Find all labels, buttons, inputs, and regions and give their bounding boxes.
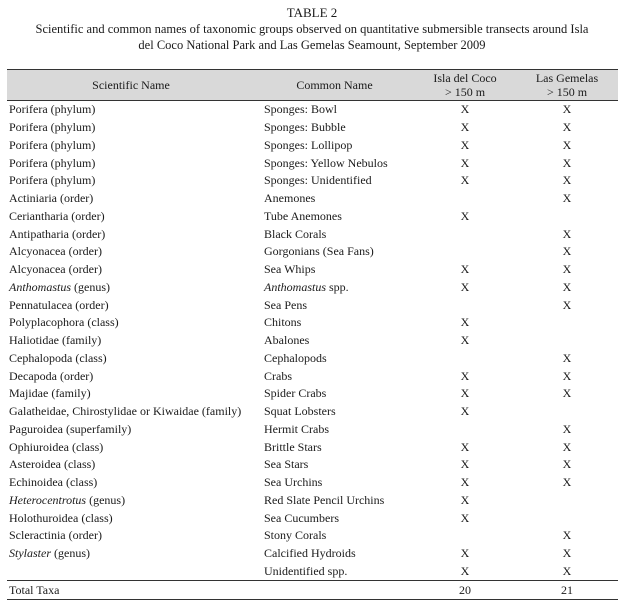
scientific-name-cell	[7, 474, 255, 492]
common-name-cell	[255, 527, 414, 545]
common-name: Sea Cucumbers	[264, 510, 339, 525]
scientific-name: Porifera (phylum)	[9, 102, 96, 117]
scientific-name-cell	[7, 314, 255, 332]
scientific-name-cell	[7, 154, 255, 172]
coco-presence: X	[460, 439, 470, 454]
gemelas-presence: X	[562, 368, 572, 383]
table-row	[7, 474, 618, 492]
header-scientific-name: Scientific Name	[7, 70, 255, 101]
common-name: Cephalopods	[264, 350, 327, 365]
common-name-cell	[255, 119, 414, 137]
scientific-name-cell	[7, 190, 255, 208]
table-caption	[0, 0, 624, 53]
common-name: Sponges: Yellow Nebulos	[264, 155, 388, 170]
table-description: Scientific and common names of taxonomic groups observed on quantitative submersible transects around Isla del Coco National Park and Las Gemelas Seamount, September 2009	[35, 22, 589, 52]
common-name-cell	[255, 456, 414, 474]
scientific-name: Holothuroidea (class)	[9, 510, 113, 525]
scientific-name: Pennatulacea (order)	[9, 297, 109, 312]
scientific-name: Ceriantharia (order)	[9, 208, 105, 223]
coco-presence	[414, 527, 516, 545]
gemelas-presence: X	[562, 102, 572, 117]
coco-presence: X	[460, 120, 470, 135]
common-name-cell	[255, 350, 414, 368]
header-common-name: Common Name	[255, 70, 414, 101]
gemelas-presence: X	[562, 439, 572, 454]
common-name-cell	[255, 421, 414, 439]
common-name: Sponges: Bubble	[264, 120, 346, 135]
coco-presence: X	[460, 457, 470, 472]
scientific-name: Alcyonacea (order)	[9, 244, 102, 259]
common-name: Brittle Stars	[264, 439, 322, 454]
table-row	[7, 225, 618, 243]
coco-presence: X	[460, 173, 470, 188]
gemelas-presence	[516, 509, 618, 527]
gemelas-presence	[516, 332, 618, 350]
common-name: Abalones	[264, 333, 310, 348]
coco-presence: X	[460, 368, 470, 383]
scientific-name-cell	[7, 350, 255, 368]
coco-presence	[414, 190, 516, 208]
common-name-cell	[255, 509, 414, 527]
scientific-name-cell	[7, 527, 255, 545]
table-row	[7, 137, 618, 155]
coco-presence: X	[460, 510, 470, 525]
common-name: Black Corals	[264, 226, 327, 241]
table-row	[7, 314, 618, 332]
gemelas-presence	[516, 403, 618, 421]
header-gemelas-line2: > 150 m	[546, 85, 588, 99]
common-name: Chitons	[264, 315, 302, 330]
common-name-cell	[255, 190, 414, 208]
scientific-name-cell	[7, 279, 255, 297]
coco-presence	[414, 296, 516, 314]
table-row	[7, 545, 618, 563]
coco-presence: X	[460, 546, 470, 561]
scientific-name-cell	[7, 172, 255, 190]
scientific-name: Actiniaria (order)	[9, 191, 94, 206]
table-row	[7, 261, 618, 279]
common-name: Spider Crabs	[264, 386, 327, 401]
common-name: Anemones	[264, 191, 316, 206]
gemelas-presence	[516, 208, 618, 226]
common-name: Sea Urchins	[264, 475, 323, 490]
scientific-name: Polyplacophora (class)	[9, 315, 119, 330]
scientific-name-cell	[7, 509, 255, 527]
common-name: Red Slate Pencil Urchins	[264, 492, 385, 507]
header-gemelas-line1: Las Gemelas	[535, 71, 599, 85]
coco-presence	[414, 350, 516, 368]
common-name: Sea Whips	[264, 262, 316, 277]
gemelas-presence: X	[562, 475, 572, 490]
common-name-cell	[255, 545, 414, 563]
scientific-name: Porifera (phylum)	[9, 173, 96, 188]
scientific-name: Scleractinia (order)	[9, 528, 102, 543]
gemelas-presence	[516, 314, 618, 332]
table-row	[7, 456, 618, 474]
gemelas-presence: X	[562, 386, 572, 401]
common-name: Squat Lobsters	[264, 404, 336, 419]
gemelas-presence: X	[562, 191, 572, 206]
common-name: Sponges: Unidentified	[264, 173, 372, 188]
taxa-table	[7, 69, 618, 600]
total-common-empty	[255, 581, 414, 600]
scientific-name-cell	[7, 563, 255, 581]
scientific-name-cell	[7, 119, 255, 137]
scientific-name: Asteroidea (class)	[9, 457, 96, 472]
common-name: Sponges: Lollipop	[264, 137, 353, 152]
coco-presence: X	[460, 386, 470, 401]
scientific-name-cell	[7, 403, 255, 421]
scientific-name: Decapoda (order)	[9, 368, 94, 383]
gemelas-presence: X	[562, 279, 572, 294]
total-coco: 20	[414, 581, 516, 600]
scientific-name: Echinoidea (class)	[9, 475, 98, 490]
common-name: Calcified Hydroids	[264, 546, 356, 561]
common-name-cell	[255, 101, 414, 119]
scientific-name: Porifera (phylum)	[9, 137, 96, 152]
coco-presence: X	[460, 137, 470, 152]
scientific-name-cell	[7, 367, 255, 385]
coco-presence	[414, 243, 516, 261]
table-body	[7, 101, 618, 600]
total-row	[7, 581, 618, 600]
table-row	[7, 509, 618, 527]
table-row	[7, 367, 618, 385]
common-name: Gorgonians (Sea Fans)	[264, 244, 374, 259]
common-name-cell	[255, 314, 414, 332]
scientific-name-cell	[7, 296, 255, 314]
common-name-cell	[255, 492, 414, 510]
header-row	[7, 70, 618, 101]
scientific-name: Haliotidae (family)	[9, 333, 102, 348]
gemelas-presence: X	[562, 421, 572, 436]
table-row	[7, 350, 618, 368]
common-name-cell	[255, 154, 414, 172]
scientific-name: Galatheidae, Chirostylidae or Kiwaidae (family)	[9, 404, 242, 419]
common-name-cell	[255, 225, 414, 243]
coco-presence: X	[460, 102, 470, 117]
table-row	[7, 154, 618, 172]
gemelas-presence: X	[562, 120, 572, 135]
table-row	[7, 101, 618, 119]
gemelas-presence: X	[562, 262, 572, 277]
gemelas-presence: X	[562, 137, 572, 152]
gemelas-presence: X	[562, 173, 572, 188]
coco-presence: X	[460, 315, 470, 330]
coco-presence: X	[460, 333, 470, 348]
scientific-name-rank: (genus)	[86, 492, 126, 507]
table-row	[7, 279, 618, 297]
gemelas-presence: X	[562, 457, 572, 472]
common-name-cell	[255, 296, 414, 314]
scientific-name: Porifera (phylum)	[9, 155, 96, 170]
scientific-name-italic: Heterocentrotus	[9, 492, 87, 507]
coco-presence: X	[460, 475, 470, 490]
scientific-name-italic: Anthomastus	[9, 279, 72, 294]
table-row	[7, 172, 618, 190]
header-las-gemelas	[516, 70, 618, 101]
common-name-cell	[255, 385, 414, 403]
gemelas-presence: X	[562, 350, 572, 365]
scientific-name: Paguroidea (superfamily)	[9, 421, 132, 436]
common-name-cell	[255, 563, 414, 581]
table-row	[7, 527, 618, 545]
scientific-name: Antipatharia (order)	[9, 226, 106, 241]
common-name: Stony Corals	[264, 528, 327, 543]
scientific-name: Ophiuroidea (class)	[9, 439, 104, 454]
gemelas-presence: X	[562, 297, 572, 312]
common-name: Hermit Crabs	[264, 421, 329, 436]
scientific-name-cell	[7, 208, 255, 226]
scientific-name-rank: (genus)	[51, 546, 90, 561]
scientific-name: Cephalopoda (class)	[9, 350, 107, 365]
scientific-name-cell	[7, 421, 255, 439]
scientific-name-italic: Stylaster	[9, 546, 51, 561]
scientific-name-cell	[7, 243, 255, 261]
total-label: Total Taxa	[7, 581, 255, 600]
common-name-cell	[255, 261, 414, 279]
scientific-name-rank: (genus)	[71, 279, 111, 294]
common-name: Unidentified spp.	[264, 563, 348, 578]
common-name-cell	[255, 438, 414, 456]
coco-presence	[414, 421, 516, 439]
common-name: Sea Pens	[264, 297, 307, 312]
scientific-name-cell	[7, 332, 255, 350]
table-row	[7, 190, 618, 208]
coco-presence: X	[460, 262, 470, 277]
common-name-cell	[255, 172, 414, 190]
gemelas-presence	[516, 492, 618, 510]
common-name: Sea Stars	[264, 457, 309, 472]
header-coco-line2: > 150 m	[444, 85, 486, 99]
gemelas-presence: X	[562, 244, 572, 259]
coco-presence: X	[460, 155, 470, 170]
scientific-name-cell	[7, 261, 255, 279]
scientific-name-cell	[7, 492, 255, 510]
table-row	[7, 296, 618, 314]
scientific-name-cell	[7, 385, 255, 403]
coco-presence: X	[460, 404, 470, 419]
common-name-cell	[255, 474, 414, 492]
scientific-name-cell	[7, 456, 255, 474]
gemelas-presence: X	[562, 155, 572, 170]
table-row	[7, 438, 618, 456]
scientific-name: Alcyonacea (order)	[9, 262, 102, 277]
table-row	[7, 421, 618, 439]
common-name: Crabs	[264, 368, 292, 383]
header-coco-line1: Isla del Coco	[433, 71, 497, 85]
coco-presence	[414, 225, 516, 243]
scientific-name: Porifera (phylum)	[9, 120, 96, 135]
header-isla-del-coco	[414, 70, 516, 101]
scientific-name-cell	[7, 545, 255, 563]
gemelas-presence: X	[562, 226, 572, 241]
coco-presence: X	[460, 563, 470, 578]
table-row	[7, 208, 618, 226]
common-name-italic: Anthomastus	[264, 279, 327, 294]
common-name-cell	[255, 243, 414, 261]
scientific-name-cell	[7, 438, 255, 456]
table-row	[7, 385, 618, 403]
table-row	[7, 563, 618, 581]
common-name: Sponges: Bowl	[264, 102, 338, 117]
coco-presence: X	[460, 279, 470, 294]
coco-presence: X	[460, 208, 470, 223]
table-row	[7, 243, 618, 261]
table-row	[7, 332, 618, 350]
common-name-suffix: spp.	[326, 279, 349, 294]
table-row	[7, 403, 618, 421]
table-row	[7, 119, 618, 137]
common-name-cell	[255, 332, 414, 350]
coco-presence: X	[460, 492, 470, 507]
common-name-cell	[255, 137, 414, 155]
common-name: Tube Anemones	[264, 208, 342, 223]
common-name-cell	[255, 403, 414, 421]
gemelas-presence: X	[562, 528, 572, 543]
common-name-cell	[255, 367, 414, 385]
table-row	[7, 492, 618, 510]
table-label: TABLE 2	[286, 5, 338, 20]
scientific-name-cell	[7, 225, 255, 243]
scientific-name: Majidae (family)	[9, 386, 91, 401]
total-gemelas: 21	[516, 581, 618, 600]
scientific-name-cell	[7, 137, 255, 155]
gemelas-presence: X	[562, 546, 572, 561]
common-name-cell	[255, 279, 414, 297]
scientific-name-cell	[7, 101, 255, 119]
gemelas-presence: X	[562, 563, 572, 578]
common-name-cell	[255, 208, 414, 226]
